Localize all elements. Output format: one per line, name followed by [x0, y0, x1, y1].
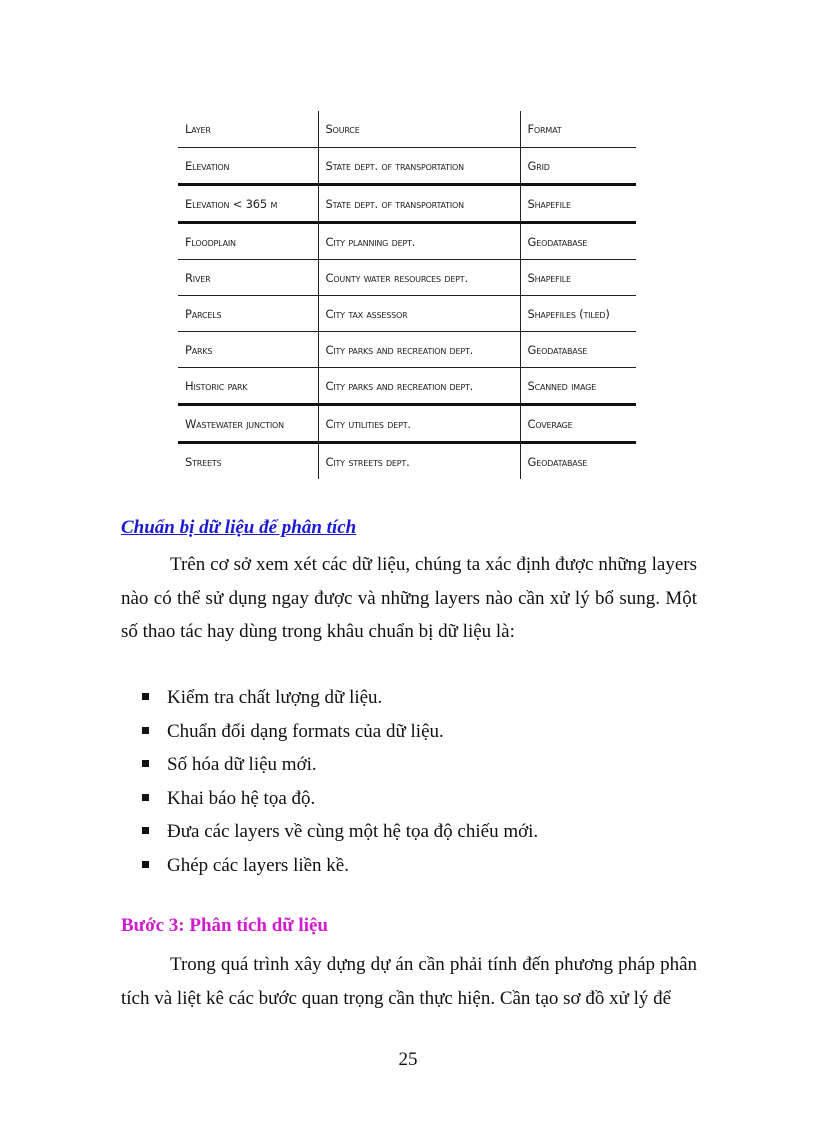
cell-format: Shapefiles (tiled) [520, 296, 636, 332]
table-row [178, 368, 636, 405]
preparation-steps-list [142, 681, 538, 882]
table-row [178, 296, 636, 332]
cell-format: Scanned image [520, 368, 636, 405]
cell-source: City planning dept. [318, 223, 520, 260]
bullet-icon [142, 827, 149, 834]
cell-layer: River [178, 260, 318, 296]
cell-layer: Parks [178, 332, 318, 368]
cell-layer: Historic park [178, 368, 318, 405]
cell-source: City utilities dept. [318, 405, 520, 443]
table-row [178, 260, 636, 296]
table-row [178, 332, 636, 368]
list-item-text: Chuẩn đổi dạng formats của dữ liệu. [167, 720, 444, 742]
bullet-icon [142, 861, 149, 868]
analysis-paragraph [121, 948, 697, 1015]
header-source: Source [318, 111, 520, 148]
cell-layer: Parcels [178, 296, 318, 332]
cell-layer: Wastewater junction [178, 405, 318, 443]
bullet-icon [142, 727, 149, 734]
table-header-row [178, 111, 636, 148]
table-row [178, 185, 636, 223]
list-item-text: Ghép các layers liền kề. [167, 854, 349, 876]
analysis-paragraph-text: Trong quá trình xây dựng dự án cần phải tính đến phương pháp phân tích và liệt kê các bước quan trọng cần thực hiện. Cần tạo sơ đồ xử lý để [121, 954, 697, 1009]
data-sources-table [178, 111, 636, 479]
cell-layer: Elevation < 365 m [178, 185, 318, 223]
cell-format: Geodatabase [520, 332, 636, 368]
cell-source: City parks and recreation dept. [318, 332, 520, 368]
cell-format: Coverage [520, 405, 636, 443]
table-row [178, 443, 636, 480]
bullet-icon [142, 693, 149, 700]
bullet-icon [142, 794, 149, 801]
list-item-text: Khai báo hệ tọa độ. [167, 787, 316, 809]
table-row [178, 148, 636, 185]
cell-format: Geodatabase [527, 454, 588, 469]
cell-layer: Elevation [178, 148, 318, 185]
cell-source: City streets dept. [318, 443, 520, 480]
list-item [142, 849, 538, 883]
intro-paragraph-text: Trên cơ sở xem xét các dữ liệu, chúng ta xác định được những layers nào có thể sử dụng ngay được và những layers nào cần xử lý bổ sung. Một số thao tác hay dùng trong khâu chuẩn bị dữ liệu là: [121, 554, 697, 642]
cell-source: City parks and recreation dept. [318, 368, 520, 405]
cell-format: Shapefile [520, 185, 636, 223]
cell-source: City tax assessor [318, 296, 520, 332]
cell-layer: Streets [185, 454, 222, 469]
list-item [142, 748, 538, 782]
header-layer: Layer [178, 111, 318, 148]
data-sources-table-figure [178, 111, 636, 479]
table-row [178, 405, 636, 443]
list-item [142, 681, 538, 715]
cell-source: State dept. of transportation [318, 148, 520, 185]
table-row [178, 223, 636, 260]
list-item-text: Kiểm tra chất lượng dữ liệu. [167, 687, 383, 708]
list-item [142, 782, 538, 816]
cell-layer: Floodplain [178, 223, 318, 260]
list-item-text: Đưa các layers về cùng một hệ tọa độ chiếu mới. [167, 821, 539, 842]
bullet-icon [142, 760, 149, 767]
list-item-text: Số hóa dữ liệu mới. [167, 754, 317, 775]
page-number: 25 [398, 1049, 418, 1070]
cell-source: County water resources dept. [318, 260, 520, 296]
cell-format: Geodatabase [520, 223, 636, 260]
cell-format: Shapefile [520, 260, 636, 296]
section-heading: Chuẩn bị dữ liệu để phân tích [121, 517, 357, 538]
intro-paragraph [121, 548, 697, 649]
header-format: Format [520, 111, 636, 148]
cell-source: State dept. of transportation [318, 185, 520, 223]
step-heading: Bước 3: Phân tích dữ liệu [121, 915, 328, 936]
cell-format: Grid [520, 148, 636, 185]
list-item [142, 815, 538, 849]
list-item [142, 715, 538, 749]
